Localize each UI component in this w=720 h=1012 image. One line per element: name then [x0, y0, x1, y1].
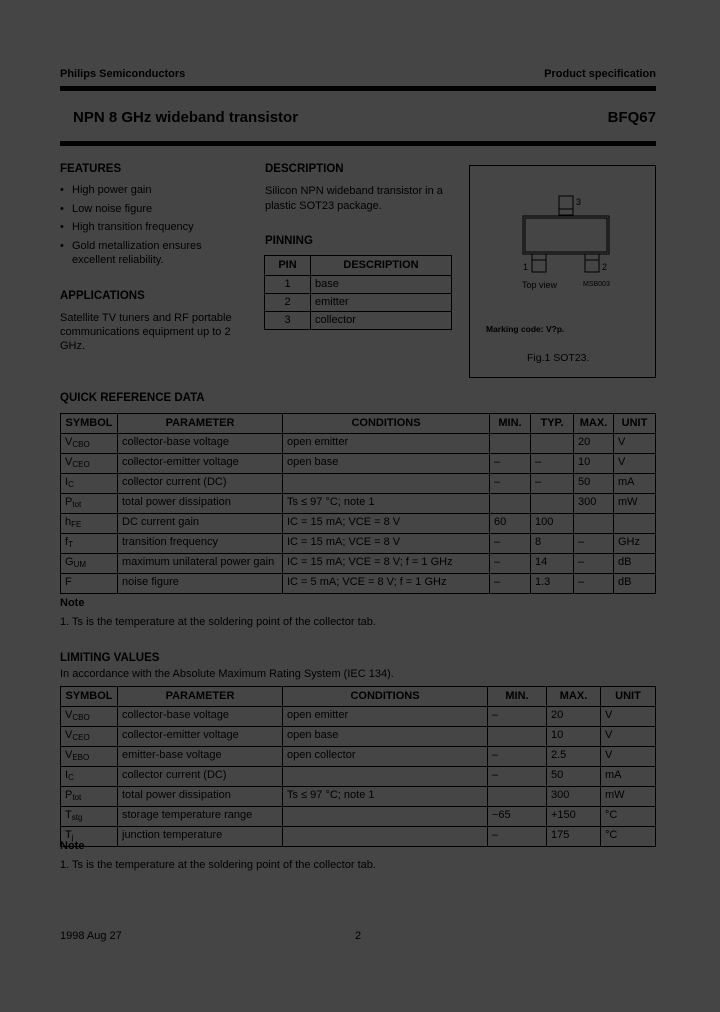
table-row: [61, 787, 656, 807]
part-number: BFQ67: [607, 109, 656, 126]
min-cell: [490, 494, 531, 514]
lv-note-heading: Note: [60, 840, 85, 852]
param-cell: noise figure: [118, 574, 283, 594]
min-cell: –: [488, 747, 547, 767]
col-header: SYMBOL: [61, 687, 118, 707]
cond-cell: [283, 474, 490, 494]
cond-cell: Ts ≤ 97 °C; note 1: [283, 787, 488, 807]
symbol-cell: [61, 474, 118, 494]
min-cell: –: [490, 474, 531, 494]
unit-cell: mW: [614, 494, 656, 514]
symbol-cell: [61, 574, 118, 594]
unit-cell: mW: [601, 787, 656, 807]
table-row: [61, 747, 656, 767]
max-cell: 300: [574, 494, 614, 514]
pin: 1: [265, 276, 311, 294]
quick-reference-table: [60, 413, 656, 594]
pin-desc: collector: [311, 312, 452, 330]
symbol-cell: [61, 514, 118, 534]
header-rule: [60, 86, 656, 91]
feature-item: • Low noise figure: [60, 200, 240, 219]
table-row: [61, 434, 656, 454]
table-row: [61, 514, 656, 534]
description-text: Silicon NPN wideband transistor in a plastic SOT23 package.: [265, 185, 443, 212]
unit-cell: °C: [601, 827, 656, 847]
min-cell: –: [490, 454, 531, 474]
applications-heading: APPLICATIONS: [60, 290, 145, 302]
min-cell: [490, 434, 531, 454]
pin2-label: 2: [602, 262, 608, 272]
top-view-label: Top view: [522, 280, 558, 290]
param-cell: junction temperature: [118, 827, 283, 847]
max-cell: +150: [547, 807, 601, 827]
company-name: Philips Semiconductors: [60, 68, 186, 80]
max-cell: 300: [547, 787, 601, 807]
unit-cell: dB: [614, 554, 656, 574]
table-row: [61, 454, 656, 474]
cond-cell: IC = 15 mA; VCE = 8 V: [283, 534, 490, 554]
cond-cell: [283, 767, 488, 787]
lv-note: 1. Ts is the temperature at the soldering point of the collector tab.: [60, 859, 376, 871]
symbol-cell: [61, 554, 118, 574]
symbol-subscript: CBO: [72, 440, 90, 449]
unit-cell: dB: [614, 574, 656, 594]
features-heading: FEATURES: [60, 163, 122, 175]
cond-cell: [283, 827, 488, 847]
unit-cell: GHz: [614, 534, 656, 554]
symbol-subscript: CEO: [72, 733, 90, 742]
symbol-cell: [61, 534, 118, 554]
unit-cell: V: [614, 454, 656, 474]
pin-desc: emitter: [311, 294, 452, 312]
marking-code: Marking code: V?p.: [486, 324, 565, 334]
symbol-subscript: CBO: [72, 713, 90, 722]
param-cell: total power dissipation: [118, 494, 283, 514]
symbol: I: [65, 476, 69, 488]
sot23-figure: [469, 165, 656, 378]
feature-item: • High power gain: [60, 181, 240, 200]
symbol: V: [65, 456, 73, 468]
symbol-subscript: C: [68, 480, 74, 489]
symbol-subscript: CEO: [72, 460, 90, 469]
param-cell: collector-base voltage: [118, 707, 283, 727]
col-header: MIN.: [490, 414, 531, 434]
symbol: G: [65, 556, 74, 568]
max-cell: 2.5: [547, 747, 601, 767]
unit-cell: V: [601, 747, 656, 767]
col-header: UNIT: [614, 414, 656, 434]
typ-cell: –: [531, 474, 574, 494]
col-header: TYP.: [531, 414, 574, 434]
applications-text: Satellite TV tuners and RF portable communications equipment up to 2 GHz.: [60, 312, 232, 352]
limiting-values-intro: In accordance with the Absolute Maximum Rating System (IEC 134).: [60, 668, 394, 680]
unit-cell: V: [601, 707, 656, 727]
param-cell: total power dissipation: [118, 787, 283, 807]
cond-cell: IC = 15 mA; VCE = 8 V: [283, 514, 490, 534]
symbol: F: [65, 576, 72, 588]
unit-cell: °C: [601, 807, 656, 827]
table-row: [61, 727, 656, 747]
typ-cell: 14: [531, 554, 574, 574]
pinning-heading: PINNING: [265, 235, 313, 247]
figure-code: MSB003: [583, 281, 610, 288]
qrd-note-heading: Note: [60, 597, 85, 609]
symbol: V: [65, 709, 73, 721]
unit-cell: mA: [601, 767, 656, 787]
limiting-values-table: [60, 686, 656, 847]
max-cell: 175: [547, 827, 601, 847]
unit-cell: V: [614, 434, 656, 454]
pin: 3: [265, 312, 311, 330]
pinning-table: [264, 255, 452, 330]
symbol-subscript: j: [71, 833, 74, 842]
symbol-subscript: EBO: [72, 753, 90, 762]
min-cell: −65: [488, 807, 547, 827]
col-header: MAX.: [574, 414, 614, 434]
symbol-subscript: UM: [73, 560, 87, 569]
max-cell: 20: [547, 707, 601, 727]
table-row: [61, 554, 656, 574]
param-cell: emitter-base voltage: [118, 747, 283, 767]
limiting-values-heading: LIMITING VALUES: [60, 652, 160, 664]
col-header: DESCRIPTION: [311, 256, 452, 276]
min-cell: –: [488, 827, 547, 847]
table-row: [61, 767, 656, 787]
col-header: CONDITIONS: [283, 687, 488, 707]
col-header: PIN: [265, 256, 311, 276]
description-heading: DESCRIPTION: [265, 163, 344, 175]
table-row: [61, 474, 656, 494]
typ-cell: 1.3: [531, 574, 574, 594]
param-cell: maximum unilateral power gain: [118, 554, 283, 574]
max-cell: –: [574, 554, 614, 574]
qrd-heading: QUICK REFERENCE DATA: [60, 392, 205, 404]
unit-cell: mA: [614, 474, 656, 494]
min-cell: 60: [490, 514, 531, 534]
col-header: CONDITIONS: [283, 414, 490, 434]
max-cell: 50: [574, 474, 614, 494]
sot23-package-drawing: [470, 166, 657, 379]
symbol: I: [65, 769, 69, 781]
pin: 2: [265, 294, 311, 312]
symbol-cell: [61, 767, 118, 787]
min-cell: [488, 787, 547, 807]
typ-cell: [531, 434, 574, 454]
typ-cell: –: [531, 454, 574, 474]
pin3-label: 3: [576, 197, 582, 207]
min-cell: [488, 727, 547, 747]
cond-cell: IC = 15 mA; VCE = 8 V; f = 1 GHz: [283, 554, 490, 574]
param-cell: collector-emitter voltage: [118, 454, 283, 474]
max-cell: 50: [547, 767, 601, 787]
symbol: V: [65, 436, 73, 448]
param-cell: transition frequency: [118, 534, 283, 554]
title-rule: [60, 141, 656, 146]
cond-cell: Ts ≤ 97 °C; note 1: [283, 494, 490, 514]
param-cell: collector current (DC): [118, 474, 283, 494]
max-cell: –: [574, 574, 614, 594]
symbol-subscript: C: [68, 773, 74, 782]
param-cell: DC current gain: [118, 514, 283, 534]
qrd-note: 1. Ts is the temperature at the soldering point of the collector tab.: [60, 616, 376, 628]
symbol-cell: [61, 747, 118, 767]
features-list: [60, 181, 240, 267]
col-header: SYMBOL: [61, 414, 118, 434]
symbol: V: [65, 749, 73, 761]
table-row: [265, 276, 452, 294]
min-cell: –: [490, 554, 531, 574]
symbol: h: [65, 516, 72, 528]
typ-cell: 100: [531, 514, 574, 534]
min-cell: –: [490, 534, 531, 554]
symbol-cell: [61, 707, 118, 727]
symbol: P: [65, 789, 73, 801]
col-header: PARAMETER: [118, 687, 283, 707]
symbol: P: [65, 496, 73, 508]
table-row: [61, 494, 656, 514]
param-cell: collector-base voltage: [118, 434, 283, 454]
symbol-subscript: T: [68, 540, 73, 549]
unit-cell: V: [601, 727, 656, 747]
table-row: [265, 294, 452, 312]
cond-cell: open collector: [283, 747, 488, 767]
doc-type: Product specification: [544, 68, 656, 80]
page-number: 2: [355, 930, 362, 942]
min-cell: –: [488, 767, 547, 787]
table-row: [265, 312, 452, 330]
min-cell: –: [490, 574, 531, 594]
feature-item: • High transition frequency: [60, 218, 240, 237]
param-cell: collector current (DC): [118, 767, 283, 787]
page-title: NPN 8 GHz wideband transistor: [73, 109, 299, 126]
symbol-cell: [61, 434, 118, 454]
cond-cell: IC = 5 mA; VCE = 8 V; f = 1 GHz: [283, 574, 490, 594]
footer-date: 1998 Aug 27: [60, 930, 122, 942]
symbol-cell: [61, 787, 118, 807]
symbol-subscript: tot: [72, 793, 82, 802]
symbol: f: [65, 536, 69, 548]
col-header: MAX.: [547, 687, 601, 707]
col-header: MIN.: [488, 687, 547, 707]
pin1-label: 1: [523, 262, 529, 272]
table-row: [61, 827, 656, 847]
symbol: T: [65, 809, 72, 821]
typ-cell: [531, 494, 574, 514]
unit-cell: [614, 514, 656, 534]
symbol-cell: [61, 807, 118, 827]
symbol-cell: [61, 494, 118, 514]
table-row: [61, 707, 656, 727]
pin-desc: base: [311, 276, 452, 294]
feature-item: • Gold metallization ensures excellent reliability.: [60, 237, 240, 267]
cond-cell: open base: [283, 727, 488, 747]
max-cell: 20: [574, 434, 614, 454]
max-cell: –: [574, 534, 614, 554]
symbol-cell: [61, 727, 118, 747]
symbol: T: [65, 829, 72, 841]
symbol: V: [65, 729, 73, 741]
typ-cell: 8: [531, 534, 574, 554]
cond-cell: open emitter: [283, 707, 488, 727]
symbol-cell: [61, 454, 118, 474]
max-cell: 10: [574, 454, 614, 474]
param-cell: storage temperature range: [118, 807, 283, 827]
col-header: PARAMETER: [118, 414, 283, 434]
table-row: [61, 807, 656, 827]
table-row: [61, 574, 656, 594]
param-cell: collector-emitter voltage: [118, 727, 283, 747]
max-cell: 10: [547, 727, 601, 747]
symbol-subscript: tot: [72, 500, 82, 509]
cond-cell: open base: [283, 454, 490, 474]
cond-cell: [283, 807, 488, 827]
max-cell: [574, 514, 614, 534]
symbol-subscript: stg: [71, 813, 83, 822]
symbol-subscript: FE: [71, 520, 82, 529]
table-row: [61, 534, 656, 554]
figure-caption: Fig.1 SOT23.: [527, 352, 590, 364]
cond-cell: open emitter: [283, 434, 490, 454]
min-cell: –: [488, 707, 547, 727]
col-header: UNIT: [601, 687, 656, 707]
